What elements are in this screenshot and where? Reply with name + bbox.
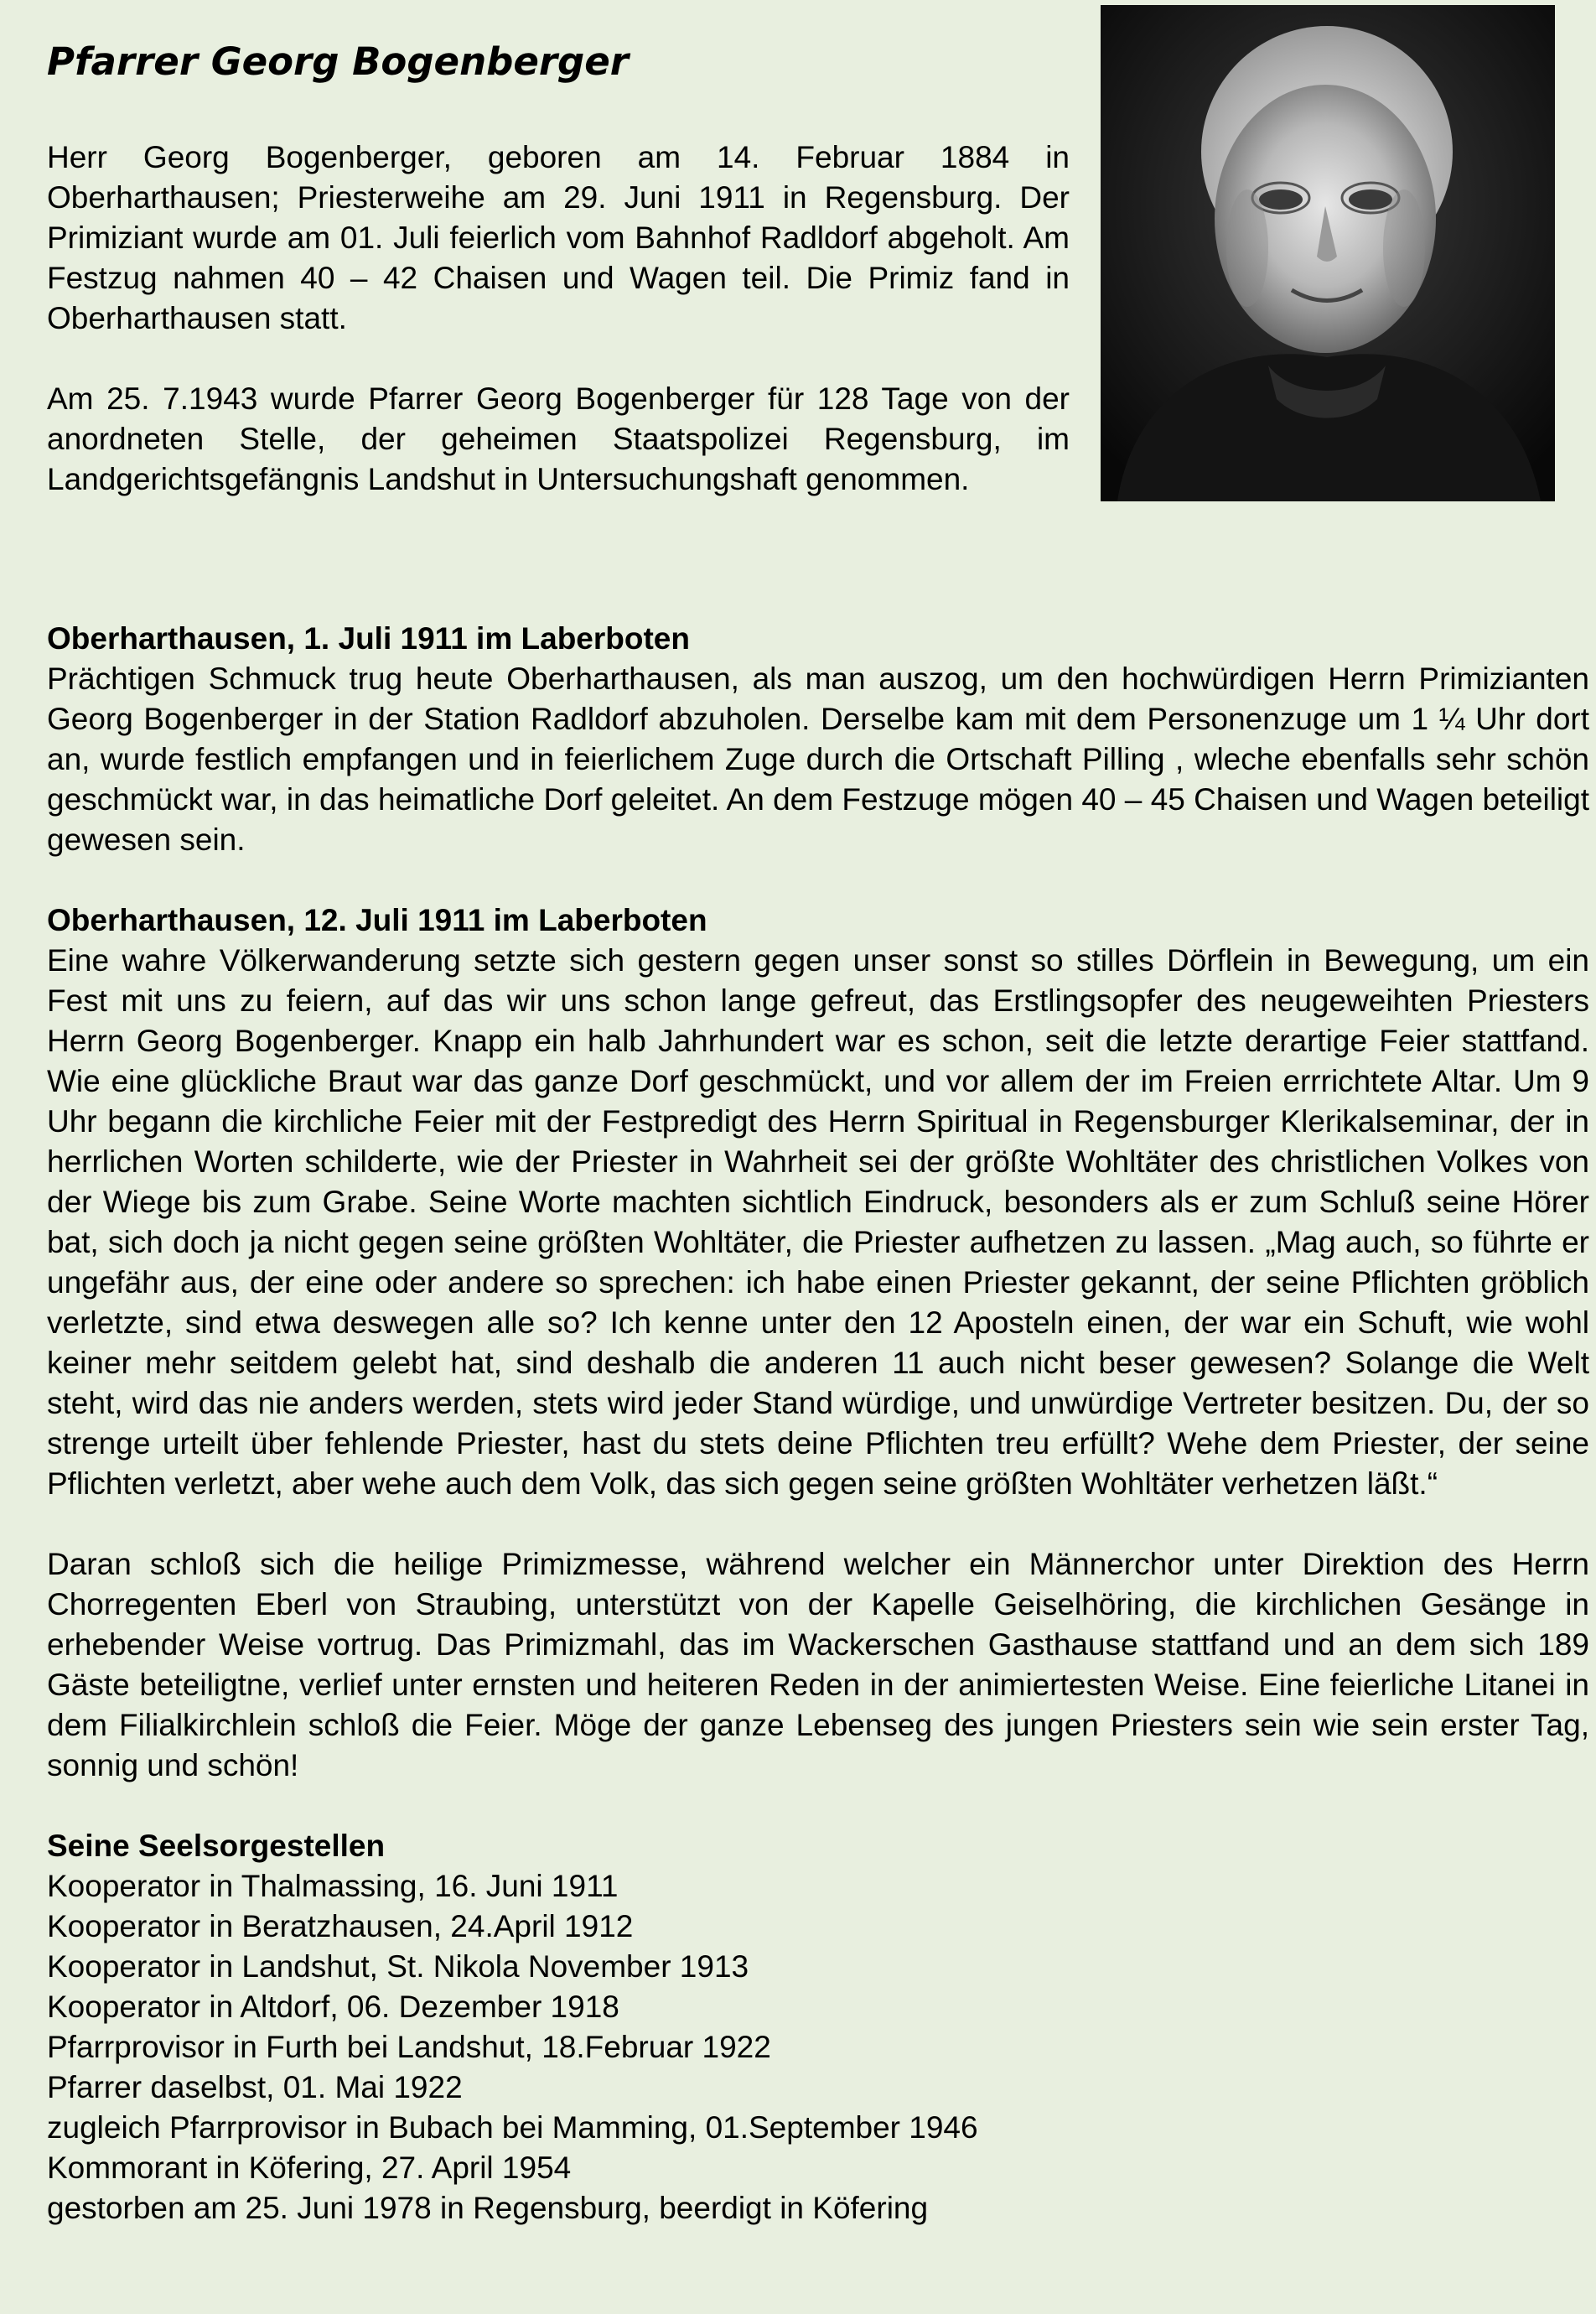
list-item: Pfarrprovisor in Furth bei Landshut, 18.Februar 1922 xyxy=(47,2030,771,2064)
list-item: Kooperator in Altdorf, 06. Dezember 1918 xyxy=(47,1990,619,2024)
list-item: Kommorant in Köfering, 27. April 1954 xyxy=(47,2151,572,2185)
intro-section xyxy=(47,137,1070,500)
list-item: Kooperator in Thalmassing, 16. Juni 1911 xyxy=(47,1869,619,1903)
list-item: zugleich Pfarrprovisor in Bubach bei Mamming, 01.September 1946 xyxy=(47,2110,978,2145)
stations-list xyxy=(47,1866,1589,2228)
intro-paragraph-2: Am 25. 7.1943 wurde Pfarrer Georg Bogenberger für 128 Tage von der anordneten Stelle, der geheimen Staatspolizei Regensburg, im Landgerichtsgefängnis Landshut in Untersuchungshaft genommen. xyxy=(47,381,1070,496)
article-2-heading: Oberharthausen, 12. Juli 1911 im Laberboten xyxy=(47,903,707,937)
list-item: Pfarrer daselbst, 01. Mai 1922 xyxy=(47,2070,463,2104)
portrait-photo xyxy=(1101,5,1555,501)
portrait-photo-icon xyxy=(1101,5,1555,501)
article-2-text-continued: Daran schloß sich die heilige Primizmesse, während welcher ein Männerchor unter Direktion des Herrn Chorregenten Eberl von Straubing, unterstützt von der Kapelle Geiselhöring, die kirchlichen Gesänge in erhebender Weise vortrug. Das Primizmahl, das im Wackerschen Gasthause stattfand und an dem sich 189 Gäste beteiligtne, verlief unter ernsten und heiteren Reden in der animiertesten Weise. Eine feierliche Litanei in dem Filialkirchlein schloß die Feier. Möge der ganze Lebenseg des jungen Priesters sein wie sein erster Tag, sonnig und schön! xyxy=(47,1547,1589,1782)
list-item: gestorben am 25. Juni 1978 in Regensburg, beerdigt in Köfering xyxy=(47,2191,929,2225)
article-1-heading: Oberharthausen, 1. Juli 1911 im Laberboten xyxy=(47,621,690,656)
stations-heading: Seine Seelsorgestellen xyxy=(47,1829,386,1863)
main-body xyxy=(47,619,1589,2228)
list-item: Kooperator in Beratzhausen, 24.April 1912 xyxy=(47,1909,634,1943)
list-item: Kooperator in Landshut, St. Nikola November 1913 xyxy=(47,1949,749,1984)
article-1-text: Prächtigen Schmuck trug heute Oberharthausen, als man auszog, um den hochwürdigen Herrn Primizianten Georg Bogenberger in der Station Radldorf abzuholen. Derselbe kam mit dem Personenzuge um 1 ¼ Uhr dort an, wurde festlich empfangen und in feierlichem Zuge durch die Ortschaft Pilling , wleche ebenfalls sehr schön geschmückt war, in das heimatliche Dorf geleitet. An dem Festzuge mögen 40 – 45 Chaisen und Wagen beteiligt gewesen sein. xyxy=(47,662,1589,857)
intro-paragraph-1: Herr Georg Bogenberger, geboren am 14. Februar 1884 in Oberharthausen; Priesterweihe am 29. Juni 1911 in Regensburg. Der Primiziant wurde am 01. Juli feierlich vom Bahnhof Radldorf abgeholt. Am Festzug nahmen 40 – 42 Chaisen und Wagen teil. Die Primiz fand in Oberharthausen statt. xyxy=(47,140,1070,335)
article-2-text: Eine wahre Völkerwanderung setzte sich gestern gegen unser sonst so stilles Dörflein in Bewegung, um ein Fest mit uns zu feiern, auf das wir uns schon lange gefreut, das Erstlingsopfer des neugeweihten Priesters Herrn Georg Bogenberger. Knapp ein halb Jahrhundert war es schon, seit die letzte derartige Feier stattfand. Wie eine glückliche Braut war das ganze Dorf geschmückt, und vor allem der im Freien errrichtete Altar. Um 9 Uhr begann die kirchliche Feier mit der Festpredigt des Herrn Spiritual in Regensburger Klerikalseminar, der in herrlichen Worten schilderte, wie der Priester in Wahrheit sei der größte Wohltäter des christlichen Volkes von der Wiege bis zum Grabe. Seine Worte machten sichtlich Eindruck, besonders als er zum Schluß seine Hörer bat, sich doch ja nicht gegen seine größten Wohltäter, die Priester aufhetzen zu lassen. „Mag auch, so führte er ungefähr aus, der eine oder andere so sprechen: ich habe einen Priester gekannt, der seine Pflichten gröblich verletzte, sind etwa deswegen alle so? Ich kenne unter den 12 Aposteln einen, der war ein Schuft, wie wohl keiner mehr seitdem gelebt hat, sind deshalb die anderen 11 auch nicht beser gewesen? Solange die Welt steht, wird das nie anders werden, stets wird jeder Stand würdige, und unwürdige Vertreter besitzen. Du, der so strenge urteilt über fehlende Priester, hast du stets deine Pflichten treu erfüllt? Wehe dem Priester, der seine Pflichten verletzt, aber wehe auch dem Volk, das sich gegen seine größten Wohltäter verhetzen läßt.“ xyxy=(47,943,1589,1501)
page-title: Pfarrer Georg Bogenberger xyxy=(47,39,629,84)
